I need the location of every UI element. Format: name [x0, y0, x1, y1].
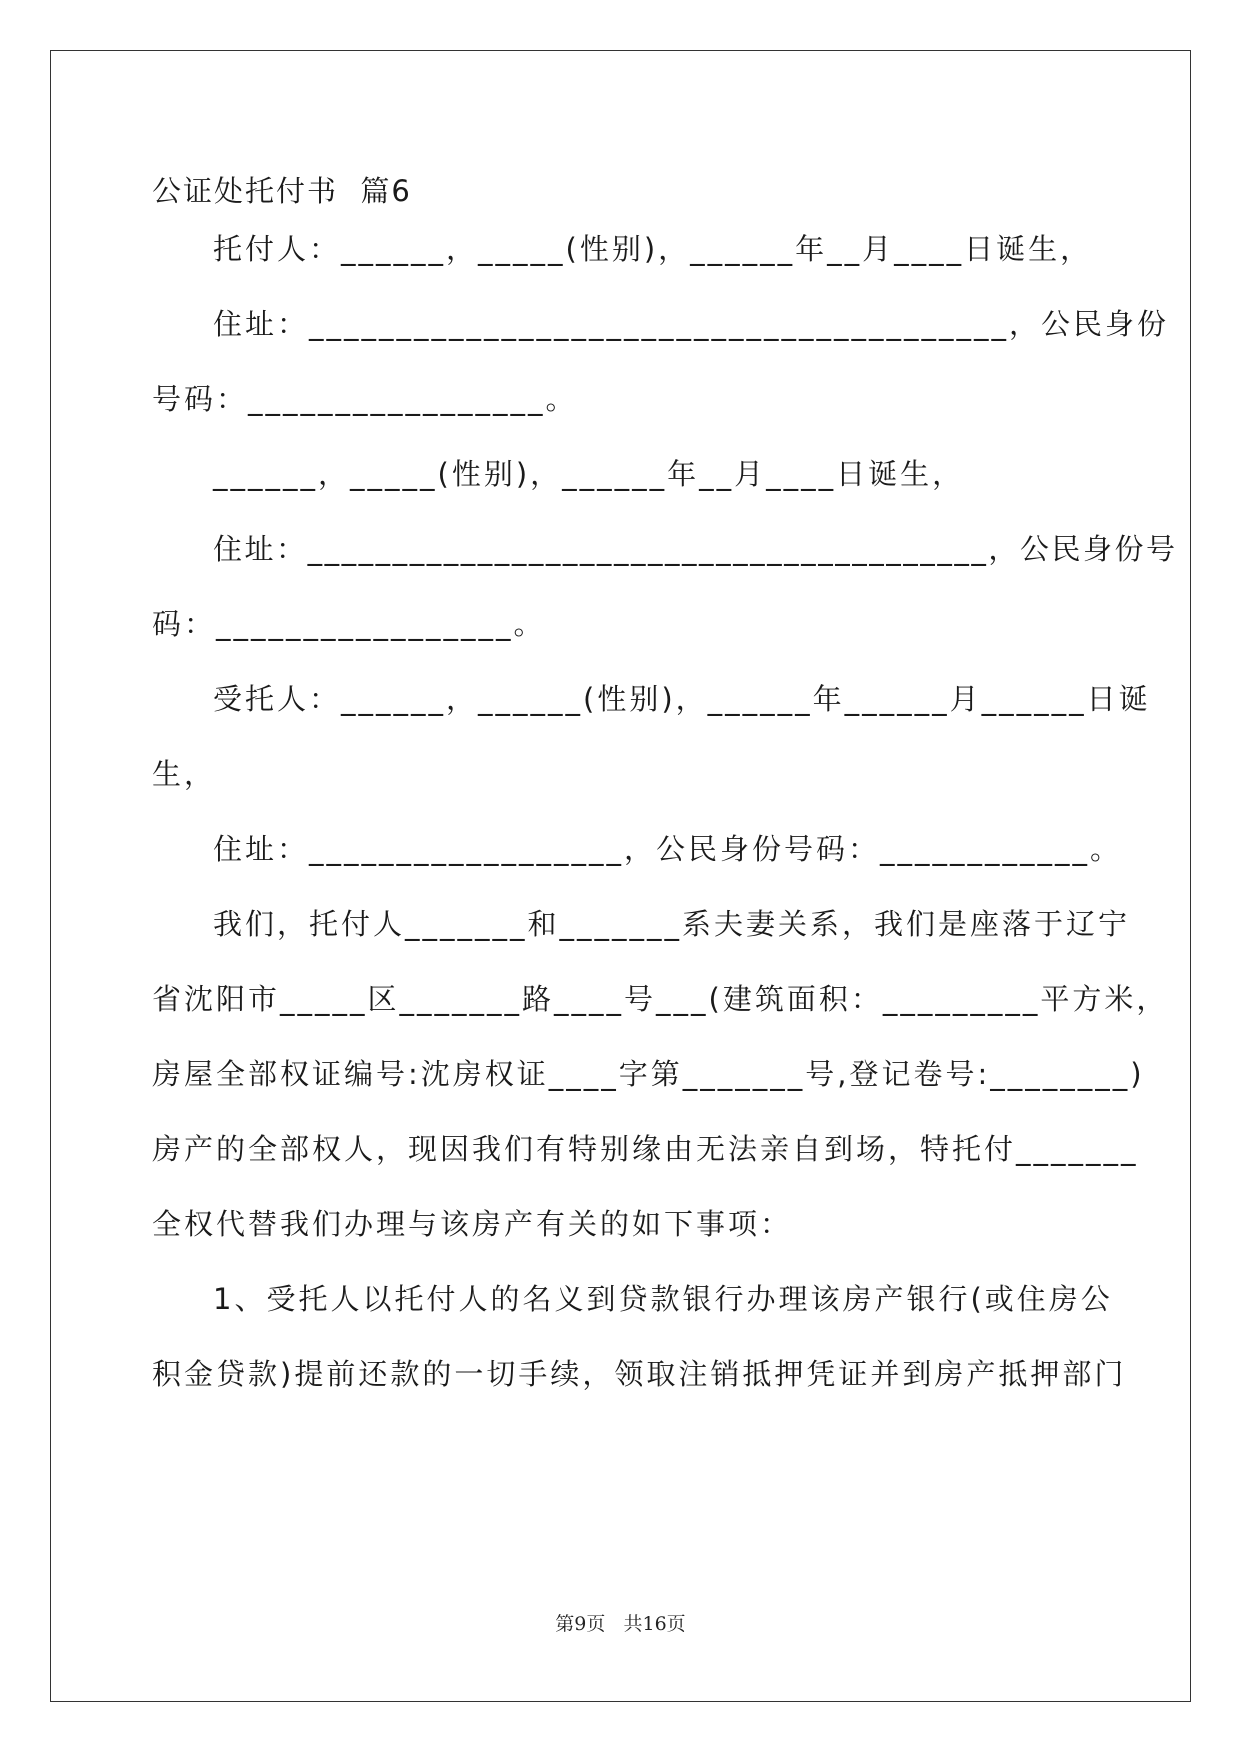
paragraph-line: 生，: [152, 757, 217, 791]
document-title: 公证处托付书 篇6: [152, 174, 412, 208]
paragraph-line: 积金贷款)提前还款的一切手续，领取注销抵押凭证并到房产抵押部门: [152, 1357, 1127, 1391]
paragraph-line: 住址：________________________________________，公民身份号: [213, 532, 1178, 566]
paragraph-line: 省沈阳市_____区_______路____号___(建筑面积：_________平方米，: [152, 982, 1169, 1016]
paragraph-line: 住址：__________________，公民身份号码：____________。: [213, 832, 1123, 866]
paragraph-line: 房产的全部权人，现因我们有特别缘由无法亲自到场，特托付_______: [152, 1132, 1139, 1166]
paragraph-line: 1、受托人以托付人的名义到贷款银行办理该房产银行(或住房公: [213, 1282, 1113, 1316]
paragraph-line: ______，_____(性别)，______年__月____日诞生，: [213, 457, 965, 491]
paragraph-line: 托付人：______，_____(性别)，______年__月____日诞生，: [213, 232, 1093, 266]
paragraph-line: 全权代替我们办理与该房产有关的如下事项：: [152, 1207, 793, 1241]
paragraph-line: 号码：_________________。: [152, 382, 578, 416]
paragraph-line: 受托人：______，______(性别)，______年______月______日诞: [213, 682, 1151, 716]
paragraph-line: 我们，托付人_______和_______系夫妻关系，我们是座落于辽宁: [213, 907, 1131, 941]
paragraph-line: 房屋全部权证编号:沈房权证____字第_______号,登记卷号:________): [152, 1057, 1145, 1091]
paragraph-line: 码：_________________。: [152, 607, 546, 641]
paragraph-line: 住址：________________________________________，公民身份: [213, 307, 1170, 341]
page-border: [50, 50, 1191, 1702]
page-number-footer: 第9页 共16页: [555, 1613, 686, 1635]
